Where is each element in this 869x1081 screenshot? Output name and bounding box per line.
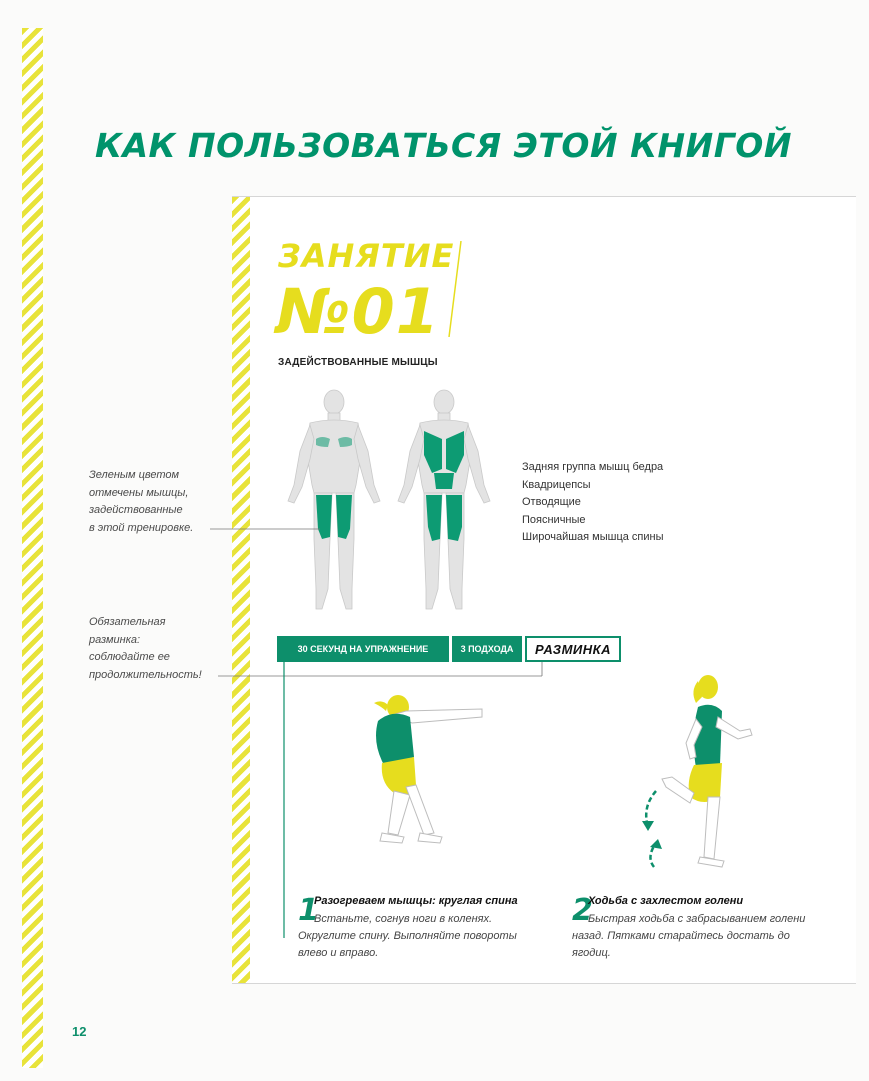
muscle-item: Поясничные (522, 513, 586, 526)
muscles-note (89, 467, 193, 537)
exercise-title: Ходьба с захлестом голени (588, 895, 744, 907)
exercise-number: 1 (298, 893, 319, 928)
front-body-figure (288, 390, 380, 609)
note-line: задействованные (89, 504, 183, 516)
back-body-figure (398, 390, 490, 609)
note-line: Обязательная (89, 616, 166, 628)
exercise-description: Встаньте, согнув ноги в коленях. Округлите спину. Выполняйте повороты влево и вправо. (298, 913, 517, 959)
exercise-description: Быстрая ходьба с забрасыванием голени назад. Пятками старайтесь достать до ягодиц. (572, 913, 806, 959)
note-line: Зеленым цветом (89, 469, 180, 481)
warmup-tag: РАЗМИНКА (525, 636, 621, 662)
lesson-card (232, 196, 856, 984)
card-stripe (232, 197, 250, 983)
page-stripe (22, 28, 43, 1068)
seconds-tag: 30 СЕКУНД НА УПРАЖНЕНИЕ (277, 636, 449, 662)
lesson-label: ЗАНЯТИЕ (278, 237, 455, 275)
muscle-item: Широчайшая мышца спины (522, 531, 664, 543)
exercise-1-figure (352, 687, 512, 877)
muscle-list (522, 459, 664, 547)
exercise-title: Разогреваем мышцы: круглая спина (314, 895, 518, 907)
muscle-item: Отводящие (522, 496, 581, 508)
lesson-number: №01 (276, 275, 440, 348)
muscle-item: Задняя группа мышц бедра (522, 461, 664, 473)
exercise-number: 2 (572, 893, 593, 928)
anatomy-figures (282, 389, 502, 615)
note-line: соблюдайте ее (89, 651, 170, 663)
exercise-2-figure (632, 667, 762, 877)
sets-tag: 3 ПОДХОДА (452, 636, 522, 662)
note-line: разминка: (89, 633, 141, 646)
warmup-note (89, 614, 202, 684)
page-number: 12 (72, 1024, 87, 1039)
muscles-title: ЗАДЕЙСТВОВАННЫЕ МЫШЦЫ (278, 357, 438, 368)
exercise-info-bar (277, 636, 621, 662)
note-line: продолжительность! (89, 668, 202, 681)
page-title: КАК ПОЛЬЗОВАТЬСЯ ЭТОЙ КНИГОЙ (95, 126, 792, 165)
muscle-item: Квадрицепсы (522, 478, 591, 491)
note-line: в этой тренировке. (89, 521, 194, 534)
slash-divider (448, 241, 462, 337)
note-line: отмечены мышцы, (89, 486, 189, 499)
